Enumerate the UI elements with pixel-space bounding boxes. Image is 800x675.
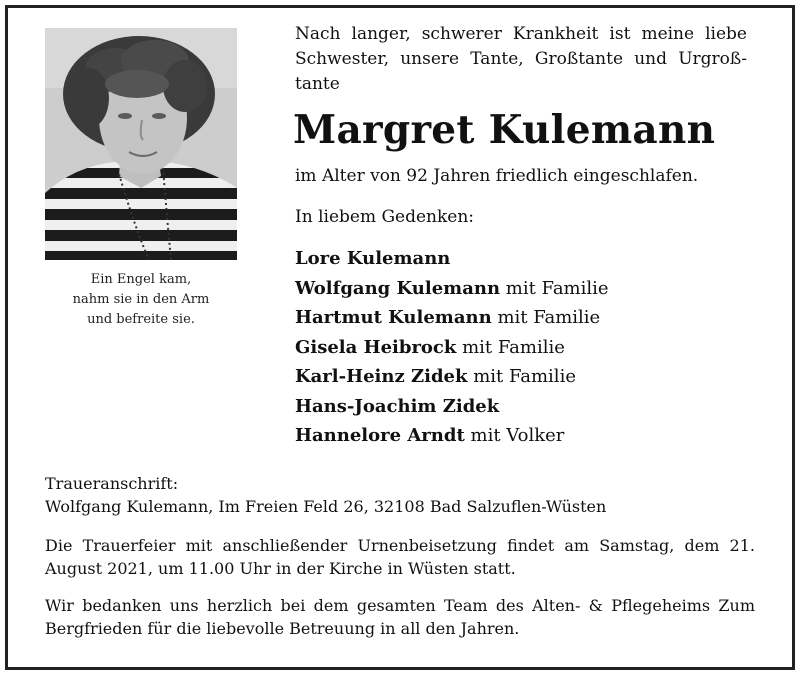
mourner-item: [295, 392, 765, 422]
deceased-name: Margret Kulemann: [293, 107, 716, 153]
mourner-item: [295, 333, 765, 363]
mourners-list: [295, 244, 765, 451]
mourner-name: Wolfgang Kulemann: [295, 277, 501, 299]
mourner-item: [295, 244, 765, 274]
address-block: [45, 472, 755, 518]
mourner-suffix: mit Familie: [497, 307, 601, 328]
age-line: im Alter von 92 Jahren friedlich eingeschlafen.: [295, 166, 699, 186]
caption-line: nahm sie in den Arm: [72, 292, 210, 307]
mourner-suffix: mit Familie: [462, 336, 565, 358]
mourner-item: [295, 274, 765, 304]
mourner-name: Hartmut Kulemann: [295, 307, 492, 328]
mourner-name: Karl-Heinz Zidek: [295, 366, 468, 387]
portrait-photo: [45, 28, 237, 260]
funeral-text: Die Trauerfeier mit anschließender Urnenbeisetzung findet am Samstag, dem 21. August 2021, um 11.00 Uhr in der Kirche in Wüsten statt.: [45, 536, 755, 578]
mourner-item: [295, 362, 765, 392]
portrait-illustration: [45, 28, 237, 260]
mourner-name: Hans-Joachim Zidek: [295, 395, 500, 417]
mourner-name: Lore Kulemann: [295, 248, 451, 269]
address-label: Traueranschrift:: [45, 474, 179, 493]
mourner-suffix: mit Familie: [473, 366, 576, 387]
mourner-name: Hannelore Arndt: [295, 425, 465, 446]
mourner-item: [295, 421, 765, 451]
mourner-item: [295, 303, 765, 333]
memory-heading: In liebem Gedenken:: [295, 207, 475, 227]
mourner-name: Gisela Heibrock: [295, 336, 457, 358]
thanks-text: Wir bedanken uns herzlich bei dem gesamten Team des Alten- & Pflegeheims Zum Bergfrieden für die liebevolle Betreuung in all den Jahren.: [45, 596, 755, 638]
photo-caption: [40, 270, 242, 330]
intro-text: Nach langer, schwerer Krankheit ist meine liebe Schwester, unsere Tante, Großtante und Urgroß- tante: [295, 24, 747, 94]
caption-line: Ein Engel kam,: [90, 272, 192, 287]
mourner-suffix: mit Familie: [505, 277, 609, 299]
address-line: Wolfgang Kulemann, Im Freien Feld 26, 32108 Bad Salzuflen-Wüsten: [45, 497, 607, 516]
caption-line: und befreite sie.: [87, 312, 195, 327]
mourner-suffix: mit Volker: [470, 425, 565, 446]
